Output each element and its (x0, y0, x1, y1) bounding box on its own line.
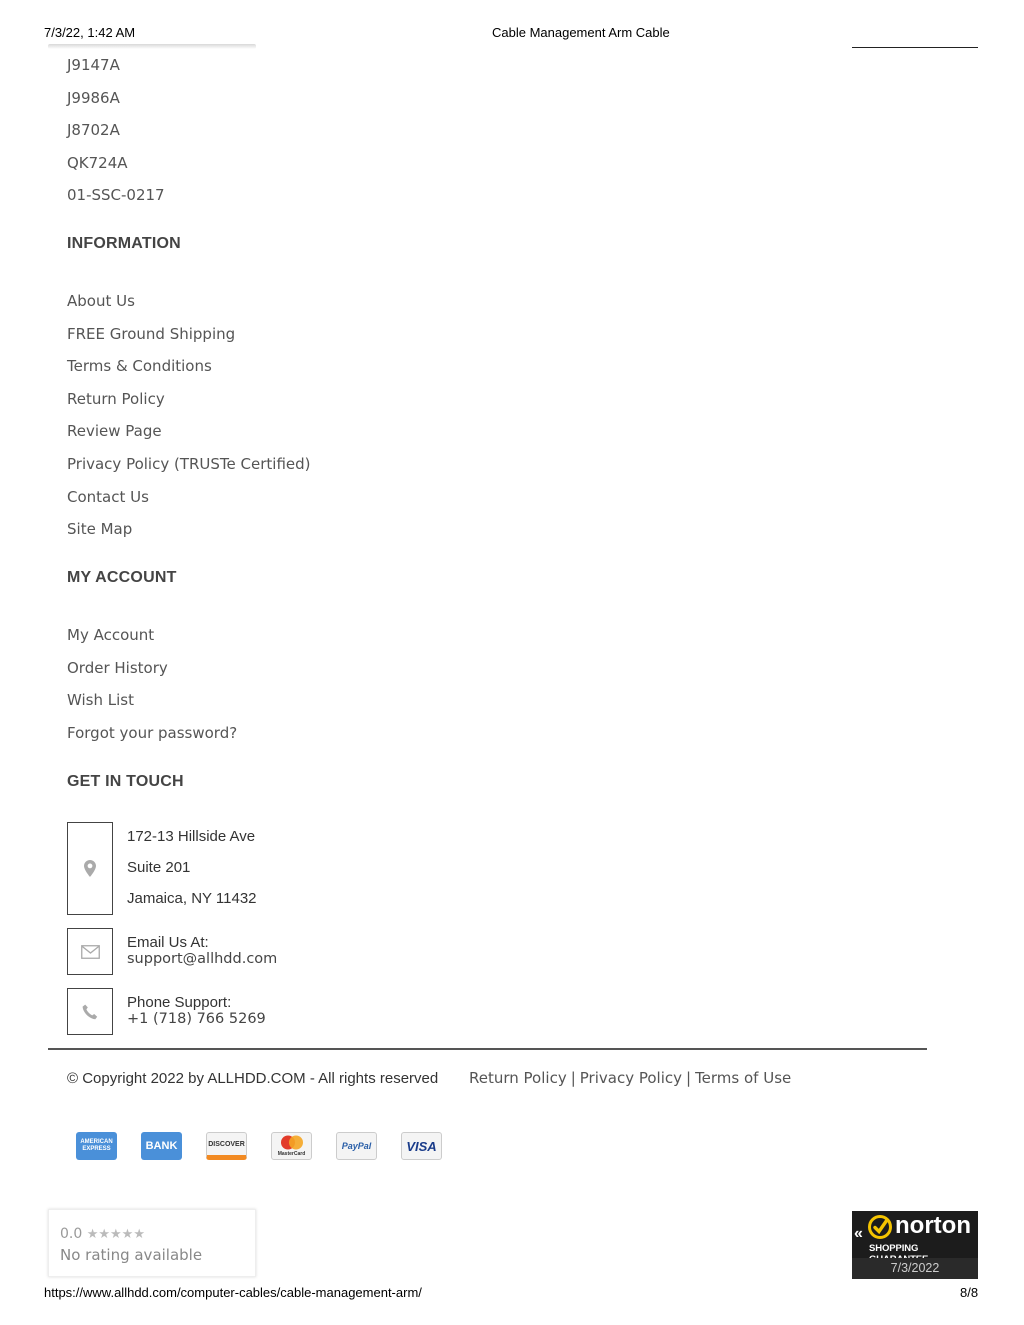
footer-link-terms[interactable]: Terms & Conditions (67, 357, 212, 376)
footer-link-my-account[interactable]: My Account (67, 626, 155, 644)
footer-link-return-policy[interactable]: Return Policy (67, 389, 165, 408)
star-rating-icon: ★★★★★ (86, 1227, 145, 1242)
part-link[interactable]: J9986A (67, 88, 120, 107)
footer-link-order-history[interactable]: Order History (67, 658, 168, 677)
part-link[interactable]: J8702A (67, 121, 120, 140)
footer-link-site-map[interactable]: Site Map (67, 520, 133, 539)
footer-divider (48, 1048, 927, 1050)
footer-link-wish-list[interactable]: Wish List (67, 691, 134, 710)
visa-card-icon: VISA (401, 1132, 442, 1160)
get-in-touch-heading: GET IN TOUCH (67, 773, 184, 790)
footer-link-privacy-policy[interactable]: Privacy Policy (TRUSTe Certified) (67, 454, 311, 473)
dropdown-shadow (48, 44, 256, 49)
copyright-prefix: © Copyright 2022 by (67, 1070, 204, 1087)
phone-block (127, 994, 266, 1027)
email-link[interactable]: support@allhdd.com (127, 951, 278, 967)
part-link[interactable]: J9147A (67, 56, 120, 74)
my-account-links (67, 626, 237, 756)
payment-methods (76, 1132, 442, 1160)
information-links (67, 292, 311, 553)
bank-card-icon: BANK (141, 1132, 182, 1160)
email-block (127, 934, 277, 967)
print-url: https://www.allhdd.com/computer-cables/cable-management-arm/ (44, 1285, 422, 1300)
norton-badge[interactable] (852, 1211, 978, 1279)
footer-link-free-shipping[interactable]: FREE Ground Shipping (67, 324, 236, 343)
copyright-rights: - All rights reserved (305, 1070, 439, 1087)
print-title: Cable Management Arm Cable (492, 25, 670, 40)
amex-card-icon: AMERICAN EXPRESS (76, 1132, 117, 1160)
envelope-icon (81, 945, 100, 959)
paypal-card-icon: PayPal (336, 1132, 377, 1160)
footer-link-review-page[interactable]: Review Page (67, 422, 162, 441)
copyright-text (67, 1070, 438, 1087)
map-marker-icon (84, 860, 96, 877)
mastercard-icon: MasterCard (271, 1132, 312, 1160)
rating-score: 0.0 ★★★★★ (60, 1226, 145, 1242)
phone-icon-box (67, 988, 113, 1035)
email-label: Email Us At: (127, 934, 209, 951)
header-divider (852, 47, 978, 48)
footer-link-forgot-password[interactable]: Forgot your password? (67, 723, 238, 742)
address-icon-box (67, 822, 113, 915)
my-account-heading: MY ACCOUNT (67, 569, 177, 586)
print-page-number: 8/8 (960, 1285, 979, 1300)
legal-links: Return Policy | Privacy Policy | Terms of Use (469, 1069, 792, 1087)
print-datetime: 7/3/22, 1:42 AM (44, 25, 136, 40)
address-line-3: Jamaica, NY 11432 (127, 890, 257, 907)
norton-check-icon (867, 1214, 893, 1245)
information-heading: INFORMATION (67, 235, 181, 252)
part-link[interactable]: QK724A (67, 153, 128, 172)
part-link[interactable]: 01-SSC-0217 (67, 186, 165, 205)
phone-icon (82, 1004, 98, 1020)
norton-brand: norton (895, 1212, 971, 1239)
norton-date: 7/3/2022 (890, 1261, 940, 1275)
discover-card-icon: DISCOVER (206, 1132, 247, 1160)
phone-label: Phone Support: (127, 994, 232, 1011)
part-links-list (67, 56, 165, 219)
norton-subtitle: SHOPPING (869, 1243, 919, 1254)
legal-link-return-policy[interactable]: Return Policy (469, 1069, 567, 1087)
chevron-left-icon: « (854, 1225, 863, 1242)
legal-link-terms-of-use[interactable]: Terms of Use (695, 1069, 792, 1087)
address-line-1: 172-13 Hillside Ave (127, 828, 256, 845)
copyright-brand-link[interactable]: ALLHDD.COM (207, 1070, 306, 1087)
rating-text: No rating available (60, 1246, 203, 1264)
footer-link-contact-us[interactable]: Contact Us (67, 487, 149, 506)
rating-widget[interactable] (48, 1209, 256, 1277)
footer-link-about-us[interactable]: About Us (67, 292, 135, 310)
email-icon-box (67, 928, 113, 975)
phone-link[interactable]: +1 (718) 766 5269 (127, 1011, 266, 1027)
legal-link-privacy-policy[interactable]: Privacy Policy (579, 1069, 682, 1087)
address-line-2: Suite 201 (127, 859, 191, 876)
